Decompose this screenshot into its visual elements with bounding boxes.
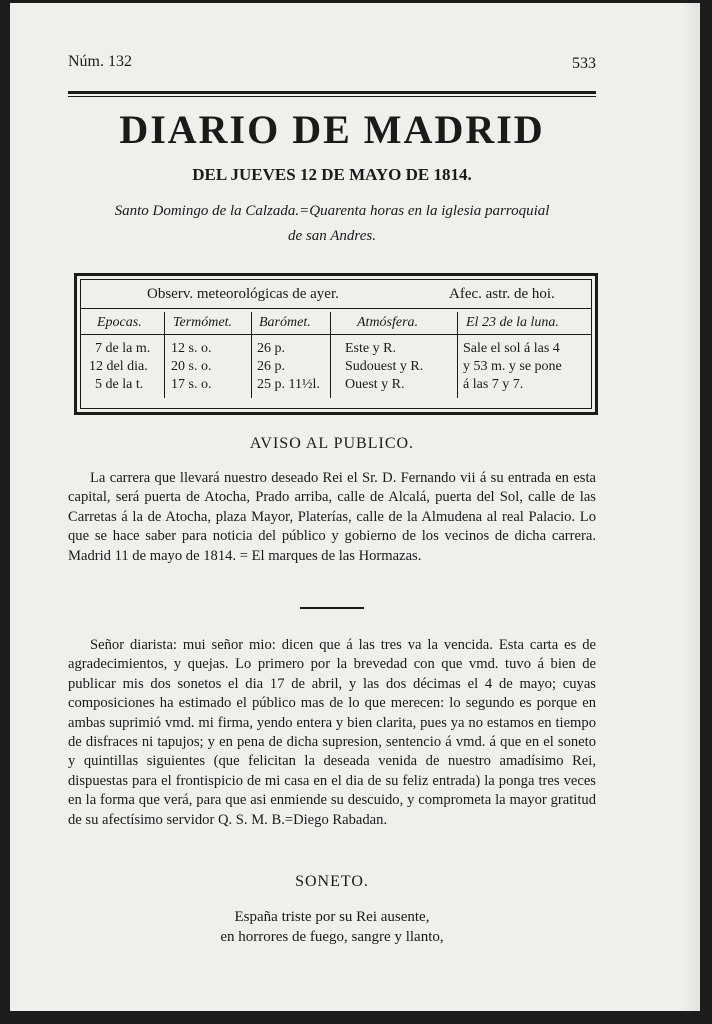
page-number: 533 [572, 55, 596, 72]
newspaper-page [10, 3, 700, 1011]
weather-heading-right: Afec. astr. de hoi. [449, 286, 555, 302]
col-divider [164, 312, 165, 398]
row-term: 20 s. o. [171, 359, 212, 374]
masthead-title: DIARIO DE MADRID [119, 107, 545, 152]
letter-text: Señor diarista: mui señor mio: dicen que á las tres va la vencida. Esta carta es de agradecimientos, y quejas. Lo primero por la brevedad con que vmd. tuvo á bien de publicar mis dos sonetos el dia 17 de abril, y las dos décimas el 4 de mayo; cuyas composiciones ha estimado el público mas de lo que merecen: lo segundo es porque en ambas suprimió vmd. mi firma, yendo entera y bien clarita, pues ya no estamos en tiempo de disfraces ni tapujos; y en pena de dicha supresion, sentencio á vmd. á que en el soneto y quintillas siguientes (que felicitan la deseada venida de nuestro amadísimo Rei, dispuestas para el frontispicio de mi casa en el dia de su feliz entrada) la ponga tres veces en la forma que verá, para que asi enmiende su descuido, y comprometa la mayor gratitud de su afectísimo servidor Q. S. M. B.=Diego Rabadan. [68, 637, 596, 828]
weather-heading-left: Observ. meteorológicas de ayer. [147, 286, 339, 302]
issue-number: Núm. 132 [68, 53, 132, 70]
row-barom: 26 p. [257, 341, 285, 356]
aviso-text: La carrera que llevará nuestro deseado Rei el Sr. D. Fernando vii á su entrada en esta capital, será puerta de Atocha, Prado arriba, calle de Alcalá, puerta del Sol, calle de las Carretas á la de Atocha, plaza Mayor, Platerías, calle de la Almudena al real Palacio. Lo que se hace saber para noticia del público y gobierno de los vecinos de dicha carrera. Madrid 11 de mayo de 1814. = El marques de las Hormazas. [68, 470, 596, 564]
letter-paragraph [68, 636, 596, 830]
col-divider [457, 312, 458, 398]
col-divider [251, 312, 252, 398]
saint-line-2: de san Andres. [288, 228, 376, 244]
row-epoca: 7 de la m. [95, 341, 151, 356]
soneto-line-2: en horrores de fuego, sangre y llanto, [220, 929, 444, 945]
astro-line: á las 7 y 7. [463, 377, 524, 392]
row-atmos: Ouest y R. [345, 377, 405, 392]
col-termometro: Termómet. [173, 315, 232, 330]
col-luna: El 23 de la luna. [466, 315, 559, 330]
date-line: DEL JUEVES 12 DE MAYO DE 1814. [192, 165, 472, 184]
row-epoca: 5 de la t. [95, 377, 144, 392]
row-atmos: Este y R. [345, 341, 396, 356]
row-term: 12 s. o. [171, 341, 212, 356]
astro-line: Sale el sol á las 4 [463, 341, 560, 356]
masthead-rule-thick [68, 91, 596, 94]
weather-table [74, 273, 598, 415]
aviso-heading: AVISO AL PUBLICO. [249, 435, 415, 452]
row-epoca: 12 del dia. [89, 359, 148, 374]
saint-line-1: Santo Domingo de la Calzada.=Quarenta horas en la iglesia parroquial [114, 203, 550, 219]
table-header-rule [81, 308, 591, 309]
aviso-paragraph [68, 469, 596, 566]
astro-line: y 53 m. y se pone [463, 359, 562, 374]
section-divider [300, 607, 364, 609]
row-term: 17 s. o. [171, 377, 212, 392]
col-epocas: Epocas. [97, 315, 142, 330]
table-subheader-rule [81, 334, 591, 335]
col-barometro: Barómet. [259, 315, 311, 330]
row-barom: 26 p. [257, 359, 285, 374]
row-barom: 25 p. 11½l. [257, 377, 320, 392]
soneto-line-1: España triste por su Rei ausente, [234, 909, 430, 925]
row-atmos: Sudouest y R. [345, 359, 424, 374]
col-atmosfera: Atmósfera. [357, 315, 419, 330]
masthead-rule-thin [68, 96, 596, 97]
soneto-heading: SONETO. [295, 873, 369, 890]
col-divider [330, 312, 331, 398]
